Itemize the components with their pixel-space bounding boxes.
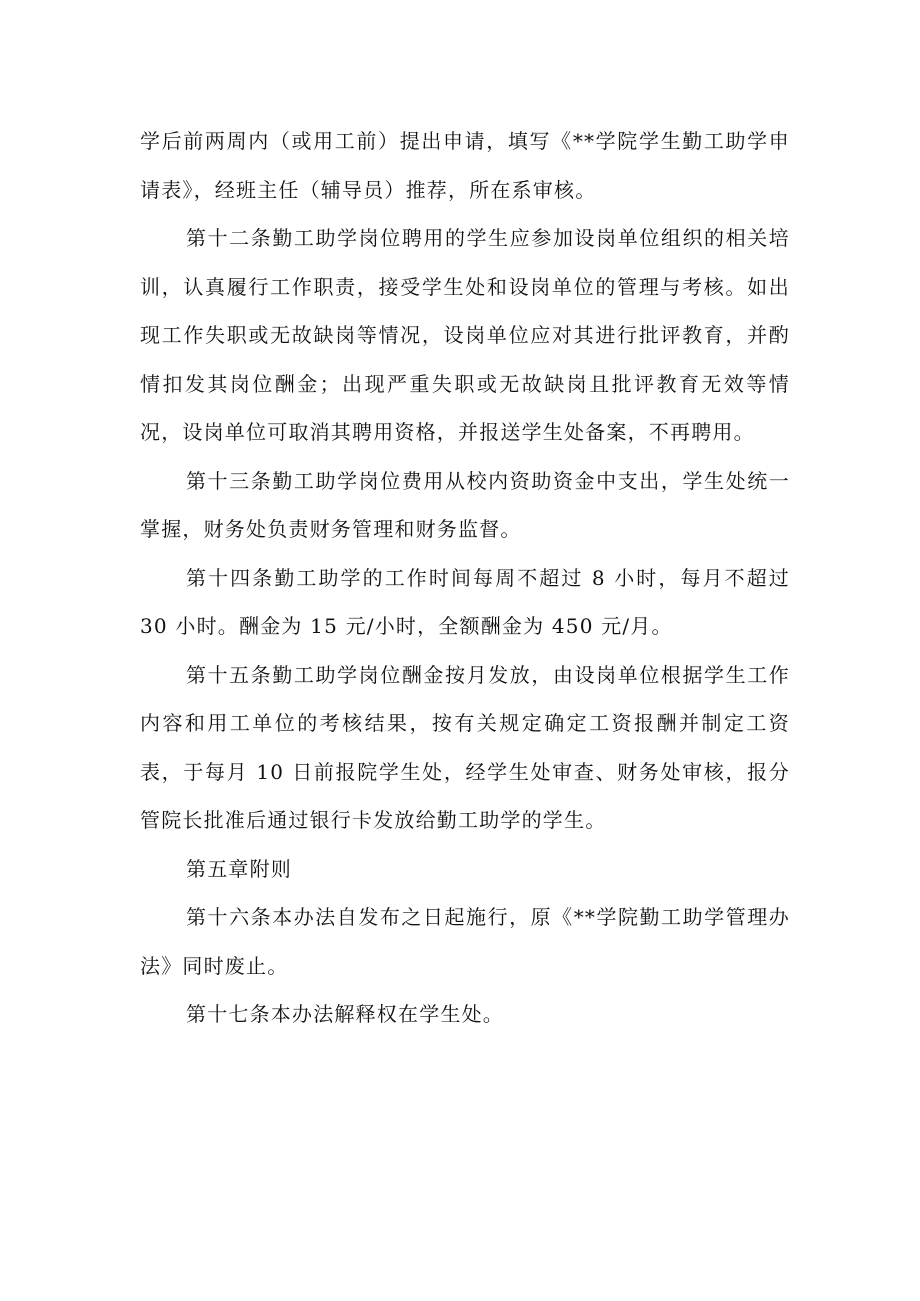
paragraph-article-13: 第十三条勤工助学岗位费用从校内资助资金中支出，学生处统一掌握，财务处负责财务管理和财务监督。: [140, 468, 790, 541]
paragraph-application-continuation: 学后前两周内（或用工前）提出申请，填写《**学院学生勤工助学申请表》，经班主任（辅导员）推荐，所在系审核。: [140, 129, 790, 202]
paragraph-article-17: 第十七条本办法解释权在学生处。: [186, 1002, 504, 1026]
chapter-heading: 第五章附则: [186, 856, 292, 881]
paragraph-article-14: 第十四条勤工助学的工作时间每周不超过 8 小时，每月不超过30 小时。酬金为 15 元/小时，全额酬金为 450 元/月。: [140, 565, 790, 638]
paragraph-article-16: 第十六条本办法自发布之日起施行，原《**学院勤工助学管理办法》同时废止。: [140, 905, 790, 978]
document-body: [140, 117, 790, 1039]
paragraph-article-15: 第十五条勤工助学岗位酬金按月发放，由设岗单位根据学生工作内容和用工单位的考核结果，按有关规定确定工资报酬并制定工资表，于每月 10 日前报院学生处，经学生处审查、财务处审核，报分管院长批准后通过银行卡发放给勤工助学的学生。: [140, 662, 790, 832]
paragraph-article-12: 第十二条勤工助学岗位聘用的学生应参加设岗单位组织的相关培训，认真履行工作职责，接受学生处和设岗单位的管理与考核。如出现工作失职或无故缺岗等情况，设岗单位应对其进行批评教育，并酌情扣发其岗位酬金；出现严重失职或无故缺岗且批评教育无效等情况，设岗单位可取消其聘用资格，并报送学生处备案，不再聘用。: [140, 226, 790, 444]
